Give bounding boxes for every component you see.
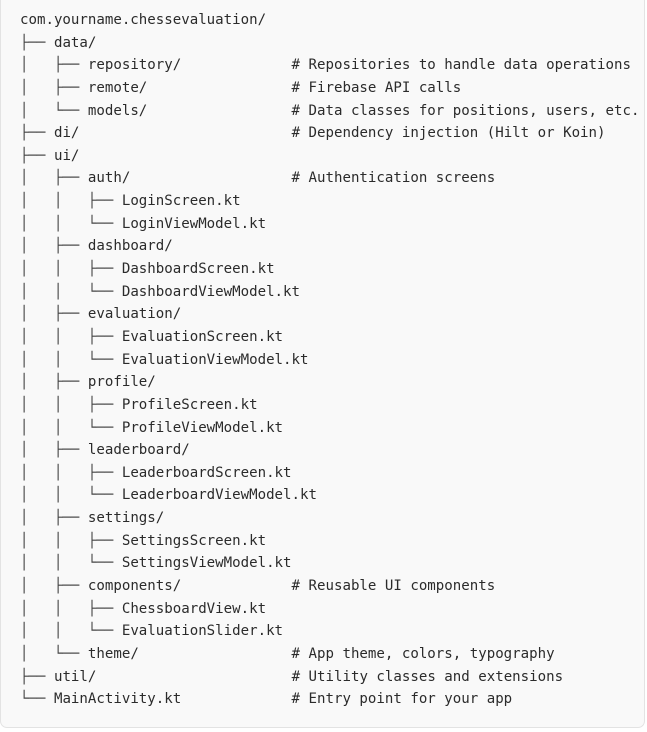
tree-connector: │ │ └── [20, 487, 122, 504]
line-comment: # Utility classes and extensions [291, 668, 564, 685]
tree-connector: │ │ └── [20, 215, 122, 232]
tree-line [20, 417, 639, 440]
tree-connector: │ │ └── [20, 555, 122, 572]
file-name: MainActivity.kt [53, 691, 182, 708]
tree-connector: │ │ ├── [20, 532, 122, 549]
tree-line [20, 394, 639, 417]
tree-connector: │ ├── [20, 578, 88, 595]
tree-line [20, 326, 639, 349]
file-name: DashboardScreen.kt [121, 261, 275, 278]
line-comment: # App theme, colors, typography [291, 645, 555, 662]
tree-connector: │ ├── [20, 374, 88, 391]
file-name: LeaderboardScreen.kt [121, 464, 292, 481]
tree-line [20, 439, 639, 462]
tree-line [20, 552, 639, 575]
folder-name: settings/ [87, 510, 165, 527]
tree-line [20, 643, 639, 666]
tree-connector: │ │ ├── [20, 464, 122, 481]
folder-name: components/ [87, 578, 182, 595]
file-name: SettingsScreen.kt [121, 532, 267, 549]
directory-tree[interactable] [20, 9, 639, 711]
tree-connector: ├── [20, 34, 54, 51]
tree-connector: ├── [20, 147, 54, 164]
tree-line [20, 620, 639, 643]
file-name: LoginViewModel.kt [121, 215, 267, 232]
file-name: EvaluationSlider.kt [121, 623, 284, 640]
tree-line [20, 122, 639, 145]
folder-name: models/ [87, 102, 148, 119]
folder-name: evaluation/ [87, 306, 182, 323]
tree-line [20, 371, 639, 394]
tree-connector: │ │ ├── [20, 328, 122, 345]
folder-name: di/ [53, 125, 80, 142]
tree-connector: │ ├── [20, 79, 88, 96]
tree-line [20, 349, 639, 372]
tree-connector: │ ├── [20, 442, 88, 459]
folder-name: dashboard/ [87, 238, 173, 255]
tree-connector: │ ├── [20, 57, 88, 74]
tree-line [20, 281, 639, 304]
folder-name: auth/ [87, 170, 131, 187]
file-name: DashboardViewModel.kt [121, 283, 301, 300]
tree-line [20, 100, 639, 123]
tree-connector: ├── [20, 668, 54, 685]
tree-line [20, 530, 639, 553]
tree-line [20, 462, 639, 485]
file-name: EvaluationScreen.kt [121, 328, 284, 345]
tree-line [20, 213, 639, 236]
tree-line [20, 167, 639, 190]
folder-name: remote/ [87, 79, 148, 96]
tree-connector: │ │ ├── [20, 261, 122, 278]
tree-line [20, 598, 639, 621]
line-comment: # Firebase API calls [291, 79, 462, 96]
file-name: ChessboardView.kt [121, 600, 267, 617]
tree-line [20, 666, 639, 689]
tree-connector: │ │ └── [20, 351, 122, 368]
tree-connector: ├── [20, 125, 54, 142]
tree-line [20, 507, 639, 530]
line-comment: # Entry point for your app [291, 691, 513, 708]
tree-connector: │ ├── [20, 306, 88, 323]
tree-line [20, 32, 639, 55]
file-name: ProfileViewModel.kt [121, 419, 284, 436]
folder-name: theme/ [87, 645, 139, 662]
tree-root: com.yourname.chessevaluation/ [20, 12, 267, 28]
line-comment: # Reusable UI components [291, 578, 496, 595]
line-comment: # Dependency injection (Hilt or Koin) [291, 125, 606, 142]
tree-line [20, 54, 639, 77]
tree-connector: │ │ └── [20, 283, 122, 300]
tree-connector: │ ├── [20, 170, 88, 187]
tree-connector: │ └── [20, 102, 88, 119]
tree-line [20, 145, 639, 168]
folder-name: util/ [53, 668, 97, 685]
folder-name: ui/ [53, 147, 80, 164]
tree-line [20, 688, 639, 711]
tree-connector: │ │ └── [20, 419, 122, 436]
tree-connector: └── [20, 691, 54, 708]
file-name: EvaluationViewModel.kt [121, 351, 309, 368]
tree-connector: │ └── [20, 645, 88, 662]
folder-name: repository/ [87, 57, 182, 74]
file-name: LeaderboardViewModel.kt [121, 487, 317, 504]
folder-name: profile/ [87, 374, 156, 391]
tree-connector: │ │ ├── [20, 193, 122, 210]
folder-name: data/ [53, 34, 97, 51]
line-comment: # Data classes for positions, users, etc. [291, 102, 640, 119]
tree-line [20, 303, 639, 326]
folder-name: leaderboard/ [87, 442, 190, 459]
tree-line [20, 77, 639, 100]
tree-connector: │ ├── [20, 238, 88, 255]
tree-connector: │ │ ├── [20, 396, 122, 413]
tree-connector: │ │ └── [20, 623, 122, 640]
tree-line [20, 575, 639, 598]
tree-line [20, 484, 639, 507]
file-name: LoginScreen.kt [121, 193, 241, 210]
tree-connector: │ ├── [20, 510, 88, 527]
tree-line [20, 190, 639, 213]
line-comment: # Repositories to handle data operations [291, 57, 631, 74]
line-comment: # Authentication screens [291, 170, 496, 187]
tree-line [20, 235, 639, 258]
tree-line [20, 258, 639, 281]
tree-connector: │ │ ├── [20, 600, 122, 617]
file-name: ProfileScreen.kt [121, 396, 258, 413]
file-name: SettingsViewModel.kt [121, 555, 292, 572]
